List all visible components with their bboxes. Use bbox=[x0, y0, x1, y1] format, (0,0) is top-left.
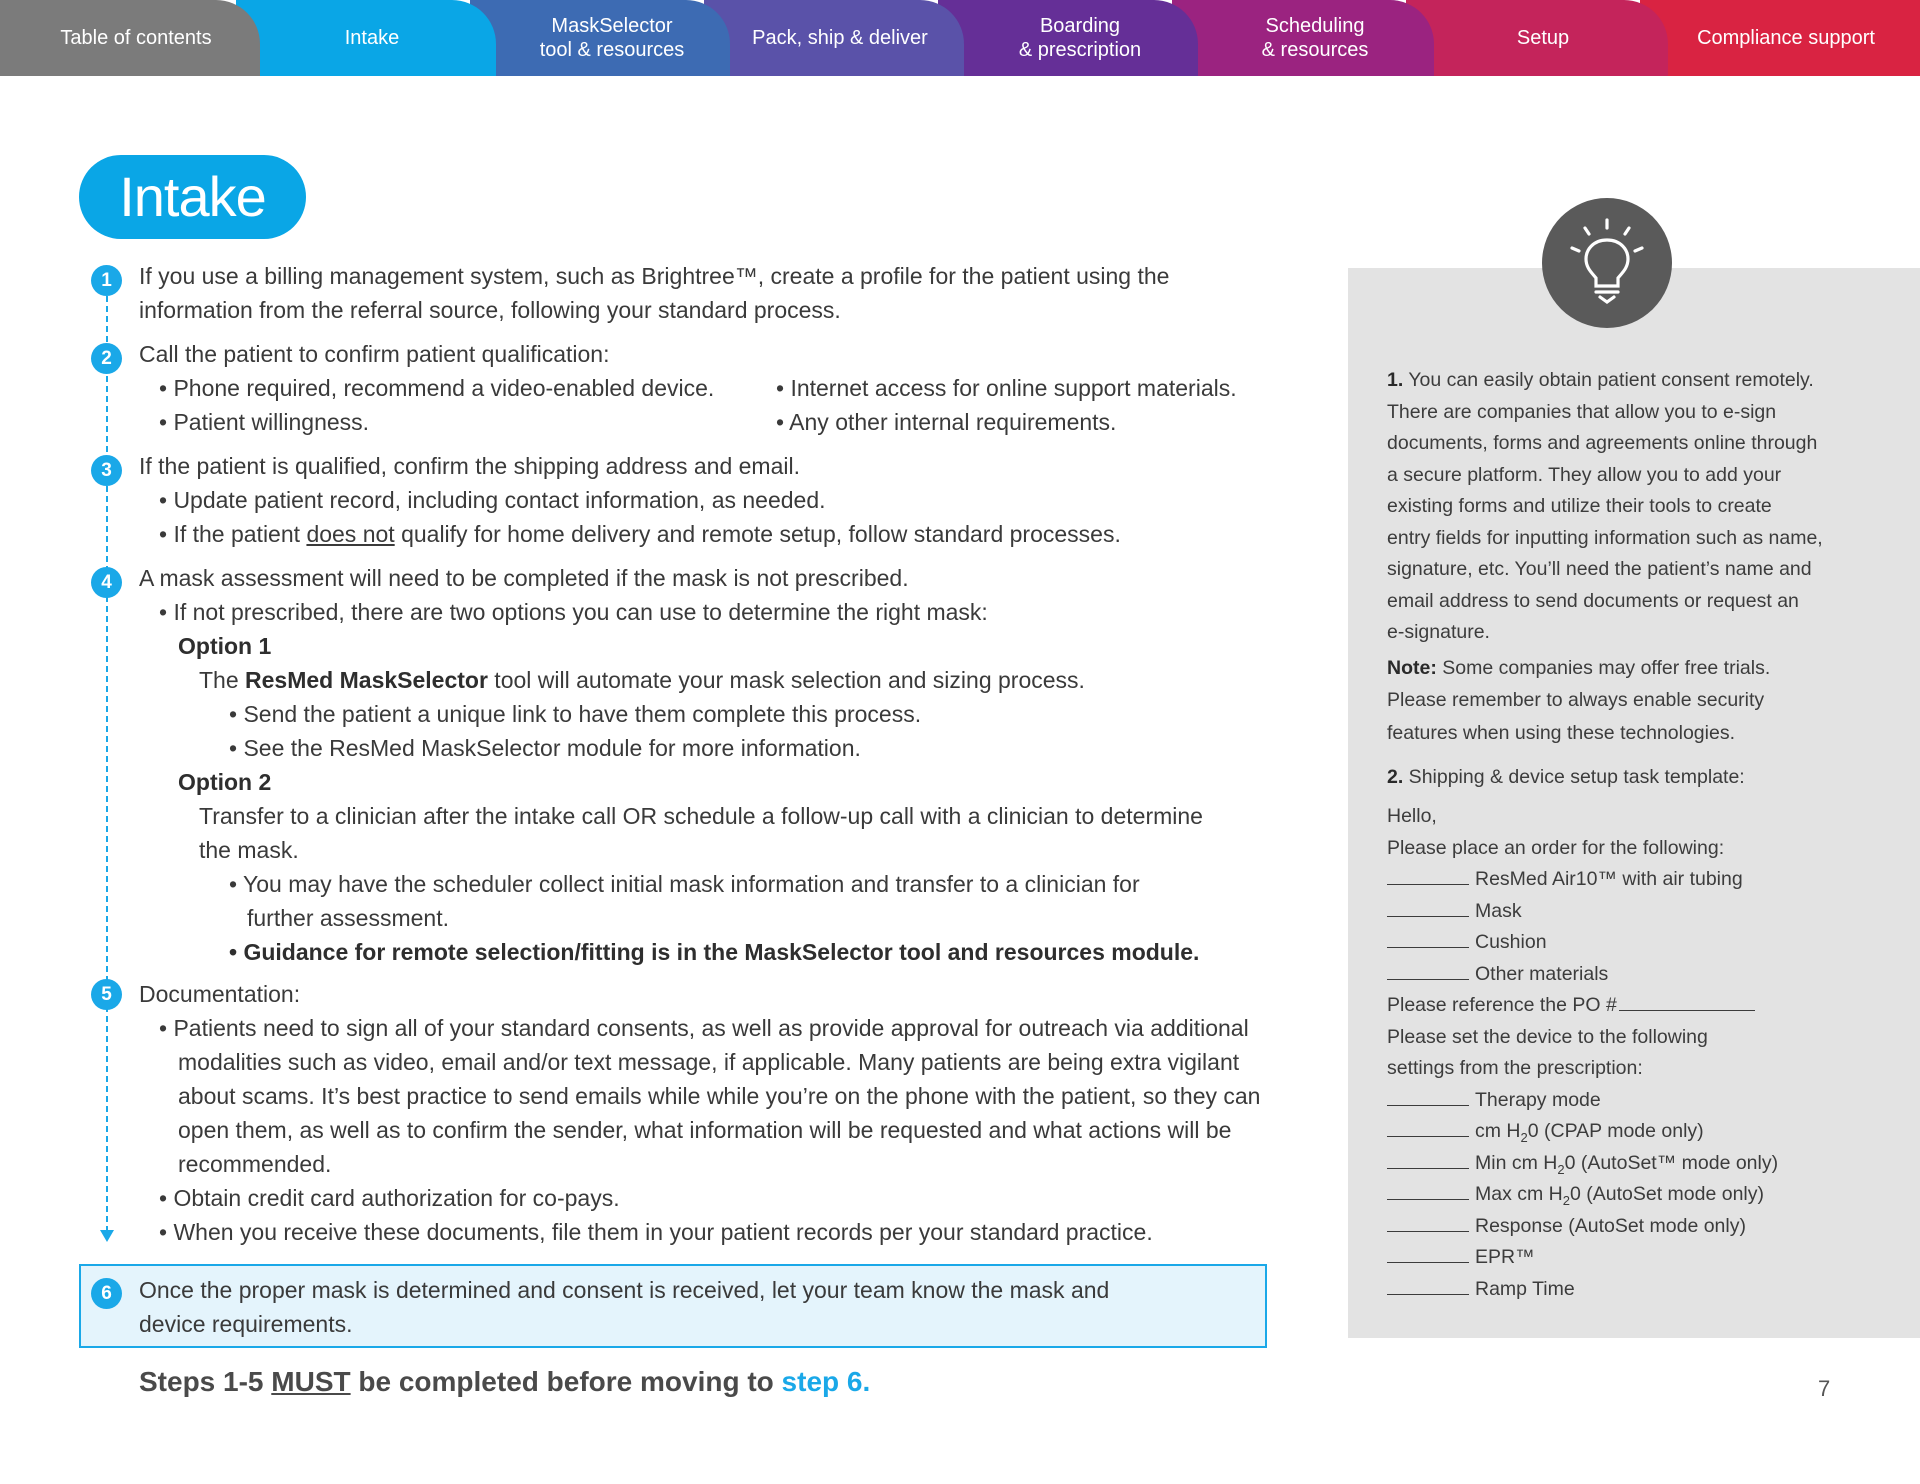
option-1-text bbox=[199, 663, 1085, 697]
template-order-item bbox=[1387, 864, 1743, 896]
template-setting-item bbox=[1387, 1274, 1575, 1306]
tip-1-number: 1. bbox=[1387, 369, 1404, 391]
tab-label-line1: Boarding bbox=[1039, 15, 1121, 37]
template-setting-item bbox=[1387, 1242, 1535, 1274]
fill-blank[interactable] bbox=[1387, 866, 1469, 885]
option-1-title: Option 1 bbox=[178, 633, 272, 659]
text-segment: Min cm H bbox=[1475, 1151, 1558, 1174]
template-order-item bbox=[1387, 927, 1547, 959]
text-segment: 0 (AutoSet mode only) bbox=[1569, 1183, 1765, 1205]
tip-1-line: signature, etc. You’ll need the patient’s name and bbox=[1387, 558, 1812, 580]
text-segment: EPR™ bbox=[1475, 1246, 1535, 1268]
fill-blank[interactable] bbox=[1387, 1181, 1469, 1200]
tab-label-group bbox=[995, 14, 1141, 62]
option-2-bullet-scheduler-line1: • You may have the scheduler collect initial mask information and transfer to a clinician for bbox=[229, 871, 1140, 897]
po-blank[interactable] bbox=[1619, 992, 1755, 1011]
tip-1-line: There are companies that allow you to e-sign bbox=[1387, 400, 1777, 423]
text-segment: Mask bbox=[1475, 899, 1522, 922]
template-settings-line: Please set the device to the following bbox=[1387, 1025, 1708, 1048]
step-5-bullet-consents-line5: recommended. bbox=[178, 1151, 332, 1177]
tab-table-of-contents[interactable] bbox=[0, 0, 260, 76]
tip-2-number: 2. bbox=[1387, 766, 1404, 788]
text-segment: Shipping & device setup task template: bbox=[1403, 766, 1745, 788]
page-title: Intake bbox=[79, 155, 306, 239]
text-segment: Some companies may offer free trials. bbox=[1436, 657, 1771, 679]
tab-label-line1: Scheduling bbox=[1265, 15, 1365, 37]
note-line: features when using these technologies. bbox=[1387, 722, 1735, 744]
tab-intake[interactable] bbox=[236, 0, 496, 76]
step-5-bullet-consents-line3: about scams. It’s best practice to send emails while while you’re on the phone with the patient, so they can bbox=[178, 1083, 1261, 1109]
text-segment: Other materials bbox=[1475, 962, 1609, 985]
step-3-bullet-not-qualify bbox=[159, 517, 1121, 551]
step-5-bullet-consents-line2: modalities such as video, email and/or text message, if applicable. Many patients are being extra vigilant bbox=[178, 1049, 1240, 1075]
fill-blank[interactable] bbox=[1387, 898, 1469, 917]
tip-1-line bbox=[1387, 365, 1814, 397]
tab-maskselector[interactable] bbox=[470, 0, 730, 76]
tab-label: Compliance support bbox=[1697, 27, 1875, 49]
step-1-text-line2: information from the referral source, following your standard process. bbox=[139, 297, 841, 323]
text-segment: Steps 1-5 bbox=[139, 1366, 272, 1397]
template-order-item bbox=[1387, 959, 1608, 991]
tip-1-line: a secure platform. They allow you to add your bbox=[1387, 463, 1782, 486]
subscript: 2 bbox=[1562, 1192, 1570, 1208]
text-segment: Therapy mode bbox=[1475, 1088, 1601, 1111]
fill-blank[interactable] bbox=[1387, 961, 1469, 980]
tab-label-line2: & resources bbox=[1261, 39, 1369, 61]
footer-requirement-note bbox=[139, 1366, 870, 1398]
step-2-bullet-internet: • Internet access for online support materials. bbox=[776, 375, 1237, 401]
tip-1-line: entry fields for inputting information such as name, bbox=[1387, 526, 1823, 549]
subscript: 2 bbox=[1520, 1129, 1528, 1145]
text-segment: Cushion bbox=[1475, 931, 1547, 953]
option-1-bullet-link: • Send the patient a unique link to have them complete this process. bbox=[229, 701, 922, 727]
text-segment: Response (AutoSet mode only) bbox=[1475, 1214, 1746, 1237]
template-po-line bbox=[1387, 990, 1761, 1022]
text-segment: You can easily obtain patient consent remotely. bbox=[1403, 369, 1814, 391]
tab-label-line2: & prescription bbox=[1018, 39, 1142, 61]
tip-1-line: existing forms and utilize their tools to create bbox=[1387, 495, 1772, 517]
option-2-text-line2: the mask. bbox=[199, 837, 299, 863]
note-line bbox=[1387, 653, 1770, 685]
template-setting-item bbox=[1387, 1211, 1746, 1243]
template-setting-item bbox=[1387, 1085, 1601, 1117]
step-number-6: 6 bbox=[91, 1278, 122, 1309]
step-6-link[interactable]: step 6. bbox=[781, 1366, 871, 1397]
template-order-line: Please place an order for the following: bbox=[1387, 836, 1725, 859]
step-number-1: 1 bbox=[91, 265, 122, 296]
step-5-bullet-consents-line1: • Patients need to sign all of your standard consents, as well as provide approval for outreach via additional bbox=[159, 1015, 1249, 1041]
tab-scheduling-resources[interactable] bbox=[1172, 0, 1434, 76]
template-hello: Hello, bbox=[1387, 805, 1437, 827]
step-2-bullet-other: • Any other internal requirements. bbox=[776, 409, 1117, 435]
tip-1-line: documents, forms and agreements online through bbox=[1387, 432, 1818, 454]
step-4-bullet-options: • If not prescribed, there are two options you can use to determine the right mask: bbox=[159, 599, 988, 625]
text-segment: be completed before moving to bbox=[350, 1366, 782, 1397]
step-6-text-line1: Once the proper mask is determined and consent is received, let your team know the mask and bbox=[139, 1277, 1110, 1303]
text-segment: 0 (CPAP mode only) bbox=[1527, 1120, 1704, 1142]
fill-blank[interactable] bbox=[1387, 1118, 1469, 1137]
step-number-4: 4 bbox=[91, 567, 122, 598]
fill-blank[interactable] bbox=[1387, 1213, 1469, 1232]
step-3-text: If the patient is qualified, confirm the shipping address and email. bbox=[139, 453, 800, 479]
text-segment: qualify for home delivery and remote setup, follow standard processes. bbox=[394, 521, 1121, 547]
text-segment: 0 (AutoSet™ mode only) bbox=[1564, 1151, 1779, 1174]
fill-blank[interactable] bbox=[1387, 1276, 1469, 1295]
section-tabs bbox=[0, 0, 1920, 76]
step-2-text: Call the patient to confirm patient qualification: bbox=[139, 341, 610, 367]
steps-connector-line bbox=[106, 296, 108, 1232]
tab-label-group bbox=[1238, 14, 1369, 62]
text-segment: • If the patient bbox=[159, 521, 307, 547]
fill-blank[interactable] bbox=[1387, 929, 1469, 948]
tab-label: Pack, ship & deliver bbox=[752, 27, 928, 49]
tip-2-heading bbox=[1387, 762, 1745, 794]
text-segment: Ramp Time bbox=[1475, 1277, 1575, 1300]
lightbulb-icon-graphic bbox=[1542, 198, 1672, 328]
tab-compliance-support[interactable] bbox=[1640, 0, 1920, 76]
step-2-bullet-willingness: • Patient willingness. bbox=[159, 409, 370, 435]
tab-boarding-prescription[interactable] bbox=[938, 0, 1198, 76]
option-2-title: Option 2 bbox=[178, 769, 272, 795]
arrow-down-icon bbox=[100, 1230, 114, 1242]
step-4-text: A mask assessment will need to be completed if the mask is not prescribed. bbox=[139, 565, 909, 591]
step-2-bullet-phone: • Phone required, recommend a video-enabled device. bbox=[159, 375, 715, 401]
tip-1-line: email address to send documents or request an bbox=[1387, 589, 1799, 612]
tab-pack-ship-deliver[interactable] bbox=[704, 0, 964, 76]
tab-setup[interactable] bbox=[1406, 0, 1668, 76]
text-segment: Please reference the PO # bbox=[1387, 994, 1617, 1016]
subscript: 2 bbox=[1557, 1161, 1565, 1177]
template-settings-line: settings from the prescription: bbox=[1387, 1057, 1643, 1079]
option-1-bullet-module: • See the ResMed MaskSelector module for more information. bbox=[229, 735, 861, 761]
must-emphasis: MUST bbox=[271, 1366, 351, 1397]
text-segment: tool will automate your mask selection and sizing process. bbox=[487, 667, 1085, 693]
template-order-item bbox=[1387, 896, 1522, 928]
step-number-2: 2 bbox=[91, 343, 122, 374]
fill-blank[interactable] bbox=[1387, 1244, 1469, 1263]
tab-label-group bbox=[516, 14, 685, 62]
note-label: Note: bbox=[1387, 657, 1437, 679]
text-segment: Max cm H bbox=[1475, 1183, 1563, 1205]
fill-blank[interactable] bbox=[1387, 1150, 1469, 1169]
step-number-3: 3 bbox=[91, 455, 122, 486]
step-3-bullet-update: • Update patient record, including contact information, as needed. bbox=[159, 487, 826, 513]
tip-1-line: e-signature. bbox=[1387, 621, 1490, 643]
tab-label-line1: MaskSelector bbox=[551, 15, 673, 37]
step-1-text-line1: If you use a billing management system, such as Brightree™, create a profile for the patient using the bbox=[139, 263, 1170, 289]
step-number-5: 5 bbox=[91, 979, 122, 1010]
step-6-text-line2: device requirements. bbox=[139, 1311, 353, 1337]
step-5-bullet-consents-line4: open them, as well as to confirm the sender, what information will be requested and what actions will be bbox=[178, 1117, 1232, 1143]
tab-label: Intake bbox=[344, 27, 400, 49]
step-5-bullet-file-records: • When you receive these documents, file them in your patient records per your standard practice. bbox=[159, 1219, 1153, 1245]
tab-label: Setup bbox=[1516, 27, 1570, 49]
note-line: Please remember to always enable security bbox=[1387, 689, 1765, 711]
step-5-text: Documentation: bbox=[139, 981, 301, 1007]
step-5-bullet-credit-card: • Obtain credit card authorization for co-pays. bbox=[159, 1185, 620, 1211]
text-segment: ResMed Air10™ with air tubing bbox=[1475, 868, 1743, 890]
option-2-text-line1: Transfer to a clinician after the intake call OR schedule a follow-up call with a clinician to determine bbox=[199, 803, 1203, 829]
option-2-bullet-scheduler-line2: further assessment. bbox=[247, 905, 449, 931]
tab-label-line2: tool & resources bbox=[539, 39, 685, 61]
tab-label: Table of contents bbox=[60, 27, 212, 49]
text-segment: cm H bbox=[1475, 1120, 1521, 1142]
fill-blank[interactable] bbox=[1387, 1087, 1469, 1106]
option-2-bullet-guidance: • Guidance for remote selection/fitting is in the MaskSelector tool and resources module. bbox=[229, 939, 1200, 965]
maskselector-emphasis: ResMed MaskSelector bbox=[245, 667, 488, 693]
lightbulb-icon bbox=[1542, 198, 1672, 328]
text-segment: The bbox=[199, 667, 246, 693]
does-not-emphasis: does not bbox=[306, 521, 395, 547]
page-number: 7 bbox=[1818, 1376, 1831, 1401]
